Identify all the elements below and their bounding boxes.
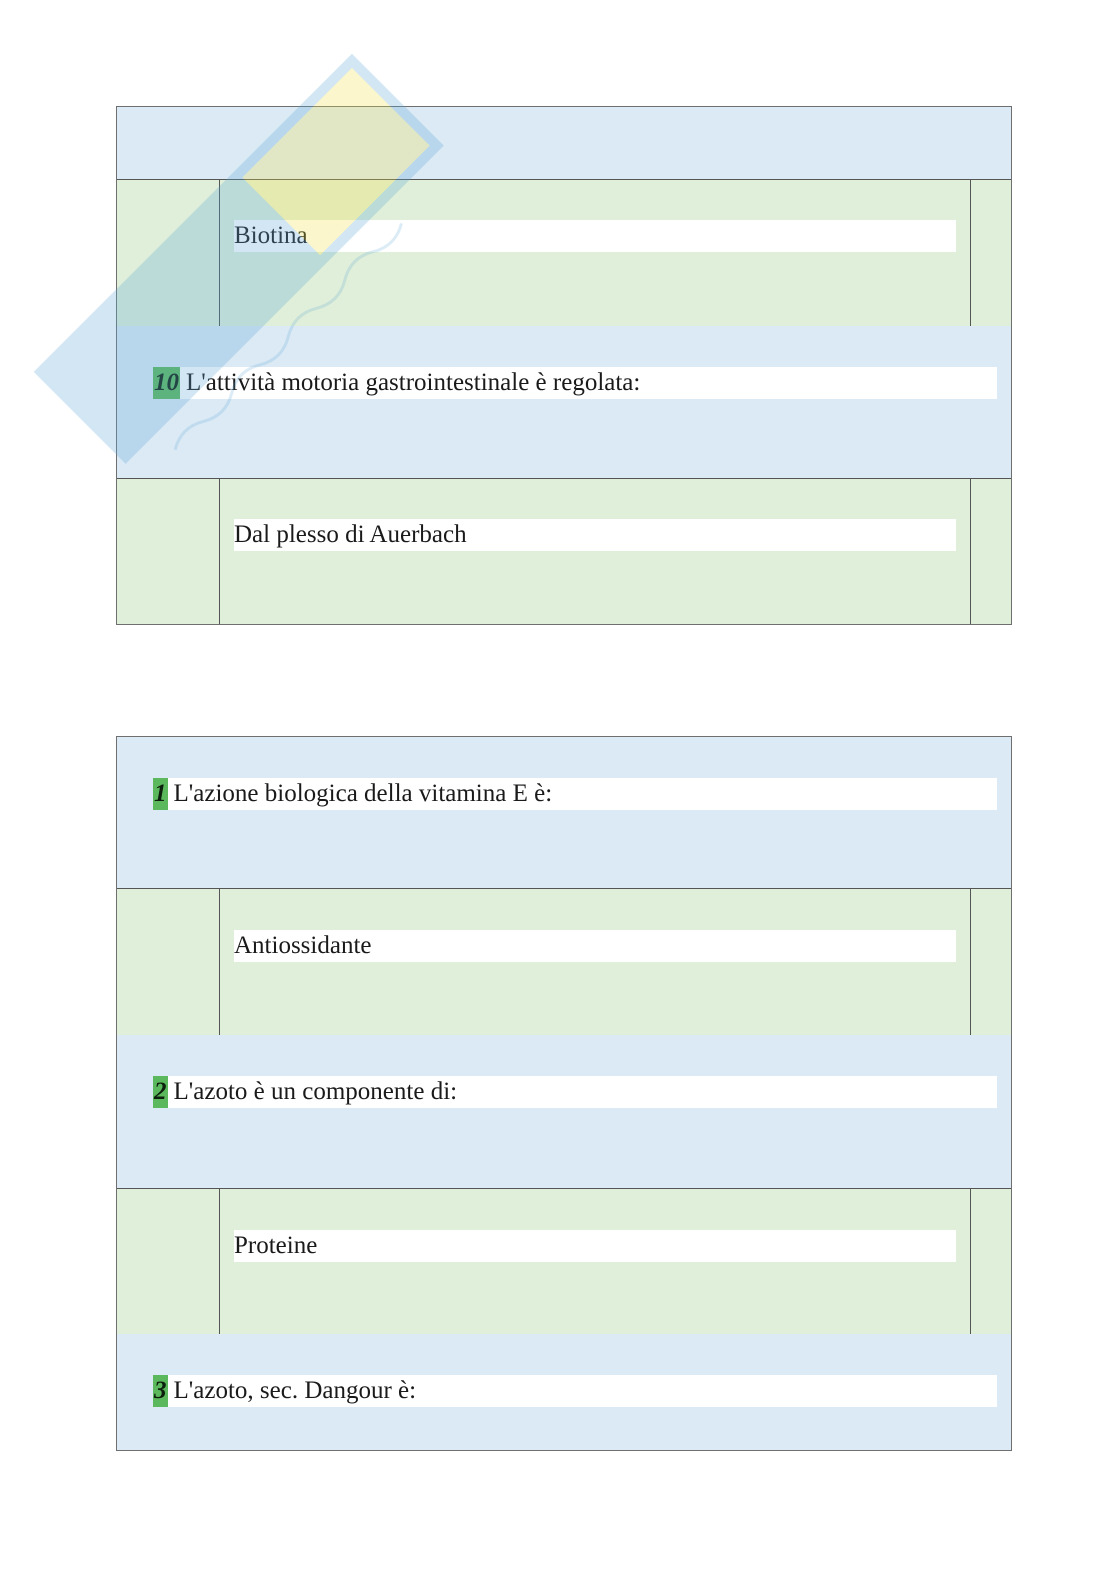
question-number: 3 [153,1375,168,1407]
question-row [117,1334,1011,1450]
answer-cell [219,1189,971,1334]
answer-text: Biotina [234,220,956,252]
question-number: 1 [153,778,168,810]
answer-cell [219,180,971,326]
question-line [153,1375,997,1407]
question-row [117,326,1011,478]
quiz-block-1 [116,106,1012,625]
answer-text: Proteine [234,1230,956,1262]
answer-row [117,179,1011,326]
question-text: L'attività motoria gastrointestinale è regolata: [186,369,641,396]
question-text: L'azoto è un componente di: [173,1078,458,1105]
answer-text: Dal plesso di Auerbach [234,519,956,551]
question-row [117,737,1011,888]
question-line [153,1076,997,1108]
question-text: L'azione biologica della vitamina E è: [173,780,553,807]
answer-row [117,888,1011,1035]
quiz-block-2 [116,736,1012,1451]
question-row [117,1035,1011,1188]
answer-row [117,1188,1011,1334]
question-number: 2 [153,1076,168,1108]
question-number: 10 [153,367,180,399]
question-text: L'azoto, sec. Dangour è: [173,1377,417,1404]
answer-cell [219,889,971,1035]
answer-cell [219,479,971,624]
answer-text: Antiossidante [234,930,956,962]
question-line [153,778,997,810]
answer-row [117,478,1011,624]
question-row-empty [117,107,1011,179]
question-line [153,367,997,399]
